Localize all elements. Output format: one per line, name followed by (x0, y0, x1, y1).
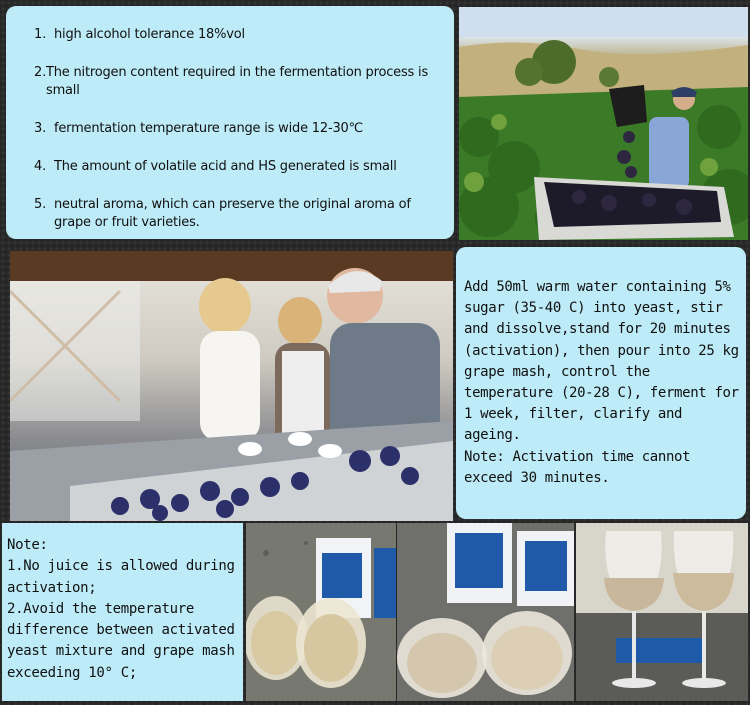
feature-item-4 (34, 158, 448, 176)
note-line-2: 2.Avoid the temperature difference between activated yeast mixture and grape mash exceeding 10° C; (7, 600, 235, 681)
features-panel (6, 6, 454, 239)
activated-yeast-photo (397, 523, 574, 701)
feature-item-1 (34, 26, 448, 44)
vineyard-harvest-photo (459, 7, 748, 240)
feature-number: 4. (34, 159, 47, 174)
features-list (34, 26, 448, 232)
feature-item-2 (34, 64, 448, 100)
feature-text: fermentation temperature range is wide 12-30℃ (54, 121, 363, 136)
feature-text: The nitrogen content required in the fermentation process is small (46, 65, 429, 98)
note-line-1: 1.No juice is allowed during activation; (7, 558, 235, 596)
feature-text: neutral aroma, which can preserve the original aroma of grape or fruit varieties. (54, 197, 411, 230)
feature-number: 3. (34, 121, 47, 136)
instructions-note: Note: Activation time cannot exceed 30 minutes. (464, 448, 691, 486)
feature-number: 2. (34, 65, 47, 80)
note-panel (2, 523, 243, 701)
feature-number: 1. (34, 27, 47, 42)
note-title: Note: (7, 537, 48, 553)
feature-text: The amount of volatile acid and HS generated is small (54, 159, 397, 174)
wine-glasses-photo (576, 523, 748, 701)
grape-sorting-photo (10, 251, 453, 521)
feature-text: high alcohol tolerance 18%vol (54, 27, 245, 42)
instructions-body: Add 50ml warm water containing 5% sugar (35-40 C) into yeast, stir and dissolve,stand for 20 minutes (activation), then pour into 25 kg grape mash, control the temperature (20-28 C), ferment for 1 week, filter, clarify and ageing. (464, 279, 739, 444)
instructions-panel (456, 247, 746, 519)
yeast-jars-photo (246, 523, 396, 701)
feature-item-5 (34, 196, 448, 232)
feature-number: 5. (34, 197, 47, 212)
feature-item-3 (34, 120, 448, 138)
